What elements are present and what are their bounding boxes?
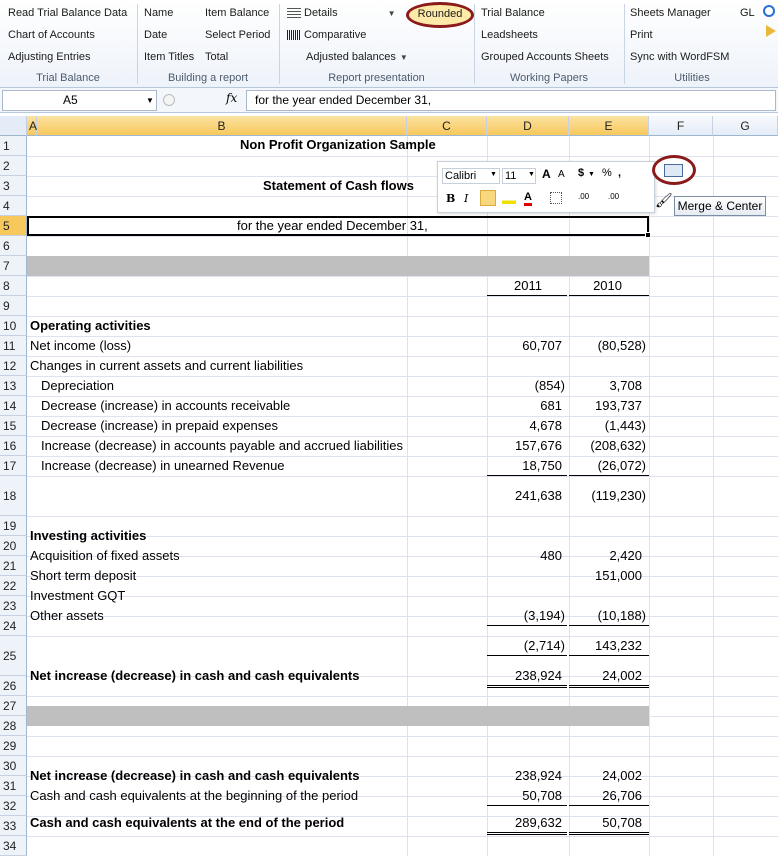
- gridline: [713, 136, 714, 856]
- fill-handle[interactable]: [645, 232, 651, 238]
- currency-button[interactable]: $: [578, 167, 585, 179]
- row-header[interactable]: 28: [0, 716, 27, 736]
- select-period-button[interactable]: Select Period: [205, 29, 271, 41]
- bold-button[interactable]: B: [446, 192, 456, 205]
- net-increase-summary-label[interactable]: Net increase (decrease) in cash and cash equivalents: [30, 768, 360, 783]
- gridline: [27, 616, 778, 617]
- other-assets-label[interactable]: Other assets: [30, 608, 104, 623]
- tooltip: Merge & Center: [674, 196, 766, 216]
- underline: [569, 295, 649, 296]
- underline: [569, 685, 649, 686]
- increase-decimal-button[interactable]: .00: [578, 192, 590, 201]
- double-underline: [569, 687, 649, 688]
- chart-of-accounts-button[interactable]: Chart of Accounts: [8, 29, 95, 41]
- total-button[interactable]: Total: [205, 51, 229, 63]
- gridline: [27, 696, 778, 697]
- grey-band-row-28: [27, 706, 649, 726]
- underline: [569, 475, 649, 476]
- help-icon[interactable]: [763, 5, 775, 17]
- row-header[interactable]: 10: [0, 316, 27, 336]
- sheet-subtitle[interactable]: Statement of Cash flows: [263, 178, 414, 193]
- details-icon: [287, 8, 301, 18]
- payable-2010[interactable]: (208,632): [590, 438, 646, 453]
- gridline: [27, 456, 778, 457]
- row-header[interactable]: 2: [0, 156, 27, 176]
- adjusting-entries-button[interactable]: Adjusting Entries: [8, 51, 91, 63]
- cancel-icon[interactable]: [163, 94, 175, 106]
- receivable-2011[interactable]: 681: [540, 398, 562, 413]
- prepaid-2011[interactable]: 4,678: [529, 418, 562, 433]
- payable-2011[interactable]: 157,676: [515, 438, 562, 453]
- print-button[interactable]: Print: [630, 29, 653, 41]
- group-label-building-report: Building a report: [167, 72, 249, 84]
- row-header[interactable]: 18: [0, 476, 27, 516]
- fill-color-icon[interactable]: [502, 192, 516, 204]
- sheet-title[interactable]: Non Profit Organization Sample: [240, 137, 436, 152]
- gridline: [27, 736, 778, 737]
- formula-input[interactable]: for the year ended December 31,: [246, 90, 776, 111]
- beginning-cash-label[interactable]: Cash and cash equivalents at the beginning of the period: [30, 788, 359, 803]
- name-box[interactable]: A5: [2, 90, 157, 111]
- row-header[interactable]: 1: [0, 136, 27, 156]
- gridline: [27, 836, 778, 837]
- row-header[interactable]: 23: [0, 596, 27, 616]
- year-2011-header[interactable]: 2011: [514, 278, 542, 293]
- depreciation-2010[interactable]: 3,708: [609, 378, 642, 393]
- row-header[interactable]: 24: [0, 616, 27, 636]
- row-header[interactable]: 34: [0, 836, 27, 856]
- double-underline: [569, 832, 649, 833]
- net-increase-2011[interactable]: 238,924: [515, 668, 562, 683]
- net-income-2011[interactable]: 60,707: [522, 338, 562, 353]
- decrease-decimal-button[interactable]: .00: [608, 192, 620, 201]
- group-label-utilities: Utilities: [674, 72, 710, 84]
- group-label-trial-balance: Trial Balance: [36, 72, 100, 84]
- column-header-b[interactable]: B: [37, 116, 407, 136]
- row-header[interactable]: 14: [0, 396, 27, 416]
- item-balance-button[interactable]: Item Balance: [205, 7, 270, 19]
- trial-balance-wp-button[interactable]: Trial Balance: [481, 7, 545, 19]
- gridline: [27, 236, 778, 237]
- merge-center-button[interactable]: [652, 155, 696, 185]
- borders-icon[interactable]: [550, 192, 562, 204]
- unearned-label[interactable]: Increase (decrease) in unearned Revenue: [41, 458, 285, 473]
- column-header-d[interactable]: D: [487, 116, 569, 136]
- comparative-button[interactable]: [287, 29, 366, 41]
- underline: [569, 625, 649, 626]
- row-header[interactable]: 26: [0, 676, 27, 696]
- prepaid-2010[interactable]: (1,443): [604, 418, 646, 433]
- active-cell-a5[interactable]: [27, 216, 649, 236]
- chevron-down-icon[interactable]: ▼: [490, 171, 497, 178]
- net-increase-summary-2011[interactable]: 238,924: [515, 768, 562, 783]
- gridline: [27, 596, 778, 597]
- name-button[interactable]: Name: [144, 7, 174, 19]
- row-header[interactable]: 9: [0, 296, 27, 316]
- italic-button[interactable]: I: [464, 192, 469, 205]
- column-header-f[interactable]: F: [649, 116, 713, 136]
- underline: [487, 805, 567, 806]
- row-header[interactable]: 7: [0, 256, 27, 276]
- beginning-cash-2011[interactable]: 50,708: [522, 788, 562, 803]
- column-header-a[interactable]: A: [27, 116, 37, 136]
- flag-icon[interactable]: [766, 25, 776, 37]
- row-header[interactable]: 27: [0, 696, 27, 716]
- grouped-accounts-sheets-button[interactable]: Grouped Accounts Sheets: [481, 51, 609, 63]
- font-color-button[interactable]: A: [524, 191, 532, 206]
- details-label: Details: [304, 7, 338, 19]
- row-header[interactable]: 20: [0, 536, 27, 556]
- period-cell[interactable]: for the year ended December 31,: [237, 218, 428, 233]
- year-2010-header[interactable]: 2010: [593, 278, 622, 293]
- row-header[interactable]: 13: [0, 376, 27, 396]
- font-size-select[interactable]: 11: [502, 168, 536, 184]
- gridline: [27, 296, 778, 297]
- net-increase-label[interactable]: Net increase (decrease) in cash and cash equivalents: [30, 668, 360, 683]
- underline: [569, 655, 649, 656]
- underline: [487, 295, 567, 296]
- formula-bar: [0, 88, 778, 113]
- fixed-assets-2011[interactable]: 480: [540, 548, 562, 563]
- row-header[interactable]: 6: [0, 236, 27, 256]
- underline: [487, 685, 567, 686]
- other-assets-2010[interactable]: (10,188): [597, 608, 646, 623]
- gridline: [27, 336, 778, 337]
- gridline: [407, 136, 408, 856]
- insert-function-icon[interactable]: fx: [226, 91, 238, 105]
- row-header[interactable]: 4: [0, 196, 27, 216]
- select-all-corner[interactable]: [0, 116, 27, 136]
- row-header[interactable]: 31: [0, 776, 27, 796]
- row-header[interactable]: 8: [0, 276, 27, 296]
- short-term-2010[interactable]: 151,000: [595, 568, 642, 583]
- investing-total-2010[interactable]: 143,232: [595, 638, 642, 653]
- unearned-2011[interactable]: 18,750: [522, 458, 562, 473]
- row-header[interactable]: 11: [0, 336, 27, 356]
- grey-band-row-7: [27, 256, 649, 276]
- underline: [569, 805, 649, 806]
- row-header[interactable]: 19: [0, 516, 27, 536]
- depreciation-label[interactable]: Depreciation: [41, 378, 114, 393]
- mini-toolbar: [437, 161, 655, 213]
- chevron-down-icon[interactable]: ▼: [146, 96, 154, 105]
- gridline: [27, 376, 778, 377]
- beginning-cash-2010[interactable]: 26,706: [602, 788, 642, 803]
- investing-total-2011[interactable]: (2,714): [523, 638, 565, 653]
- gridline: [27, 356, 778, 357]
- net-income-label[interactable]: Net income (loss): [30, 338, 132, 353]
- ribbon-toolbar: [0, 0, 778, 88]
- comparative-icon: [287, 30, 301, 40]
- chevron-down-icon[interactable]: ▼: [387, 9, 396, 18]
- fixed-assets-2010[interactable]: 2,420: [609, 548, 642, 563]
- comma-button[interactable]: ,: [618, 167, 622, 179]
- receivable-label[interactable]: Decrease (increase) in accounts receivable: [41, 398, 291, 413]
- gridline: [27, 476, 778, 477]
- row-header[interactable]: 29: [0, 736, 27, 756]
- gridline: [27, 636, 778, 637]
- row-header[interactable]: 16: [0, 436, 27, 456]
- operating-total-2011[interactable]: 241,638: [515, 488, 562, 503]
- adjusted-balances-label: Adjusted balances: [306, 51, 396, 63]
- gridline: [27, 576, 778, 577]
- gridline: [27, 396, 778, 397]
- group-label-report-presentation: Report presentation: [328, 72, 425, 84]
- merge-center-icon: [664, 164, 683, 177]
- gridline: [27, 756, 778, 757]
- center-align-button[interactable]: [480, 190, 496, 206]
- sheets-manager-button[interactable]: Sheets Manager: [630, 7, 711, 19]
- investing-heading[interactable]: Investing activities: [30, 528, 147, 543]
- underline: [487, 625, 567, 626]
- comparative-label: Comparative: [304, 29, 367, 41]
- chevron-down-icon[interactable]: ▼: [528, 171, 535, 178]
- font-name-select[interactable]: Calibri: [442, 168, 500, 184]
- row-header[interactable]: 22: [0, 576, 27, 596]
- shrink-font-button[interactable]: A: [558, 169, 565, 180]
- row-header[interactable]: 17: [0, 456, 27, 476]
- details-button[interactable]: [287, 7, 396, 19]
- chevron-down-icon[interactable]: ▼: [588, 171, 595, 178]
- receivable-2010[interactable]: 193,737: [595, 398, 642, 413]
- row-header[interactable]: 25: [0, 636, 27, 676]
- end-cash-2010[interactable]: 50,708: [602, 815, 642, 830]
- format-painter-icon[interactable]: 🖌: [655, 192, 673, 208]
- gridline: [649, 136, 650, 856]
- row-header[interactable]: 3: [0, 176, 27, 196]
- row-header[interactable]: 12: [0, 356, 27, 376]
- date-button[interactable]: Date: [144, 29, 168, 41]
- gridline: [27, 436, 778, 437]
- rounded-button[interactable]: Rounded: [406, 2, 474, 28]
- double-underline: [569, 834, 649, 835]
- net-increase-summary-2010[interactable]: 24,002: [602, 768, 642, 783]
- group-label-working-papers: Working Papers: [509, 72, 589, 84]
- unearned-2010[interactable]: (26,072): [597, 458, 646, 473]
- payable-label[interactable]: Increase (decrease) in accounts payable and accrued liabilities: [41, 438, 404, 453]
- row-header[interactable]: 15: [0, 416, 27, 436]
- net-income-2010[interactable]: (80,528): [597, 338, 646, 353]
- gridline: [27, 516, 778, 517]
- gridline: [27, 276, 778, 277]
- column-header-c[interactable]: C: [407, 116, 487, 136]
- chevron-down-icon: ▼: [399, 53, 408, 62]
- gridline: [27, 316, 778, 317]
- row-header[interactable]: 30: [0, 756, 27, 776]
- double-underline: [487, 834, 567, 835]
- underline: [487, 655, 567, 656]
- operating-total-2010[interactable]: (119,230): [591, 488, 646, 503]
- column-header-e[interactable]: E: [569, 116, 649, 136]
- read-trial-balance-button[interactable]: Read Trial Balance Data: [8, 7, 128, 19]
- fixed-assets-label[interactable]: Acquisition of fixed assets: [30, 548, 180, 563]
- gl-button[interactable]: GL: [740, 7, 755, 19]
- underline: [487, 475, 567, 476]
- leadsheets-button[interactable]: Leadsheets: [481, 29, 538, 41]
- percent-button[interactable]: %: [602, 167, 612, 179]
- row-header[interactable]: 21: [0, 556, 27, 576]
- row-header[interactable]: 5: [0, 216, 27, 236]
- operating-heading[interactable]: Operating activities: [30, 318, 151, 333]
- short-term-label[interactable]: Short term deposit: [30, 568, 137, 583]
- double-underline: [487, 687, 567, 688]
- sync-wordfsm-button[interactable]: Sync with WordFSM: [630, 51, 730, 63]
- column-header-g[interactable]: G: [713, 116, 778, 136]
- investment-label[interactable]: Investment GQT: [30, 588, 126, 603]
- other-assets-2011[interactable]: (3,194): [523, 608, 565, 623]
- row-header[interactable]: 33: [0, 816, 27, 836]
- end-cash-2011[interactable]: 289,632: [515, 815, 562, 830]
- double-underline: [487, 832, 567, 833]
- adjusted-balances-dropdown[interactable]: [306, 51, 408, 63]
- gridline: [27, 416, 778, 417]
- item-titles-button[interactable]: Item Titles: [144, 51, 195, 63]
- changes-label[interactable]: Changes in current assets and current liabilities: [30, 358, 304, 373]
- grow-font-button[interactable]: A: [542, 167, 551, 181]
- net-increase-2010[interactable]: 24,002: [602, 668, 642, 683]
- depreciation-2011[interactable]: (854): [534, 378, 565, 393]
- row-header[interactable]: 32: [0, 796, 27, 816]
- prepaid-label[interactable]: Decrease (increase) in prepaid expenses: [41, 418, 279, 433]
- end-cash-label[interactable]: Cash and cash equivalents at the end of the period: [30, 815, 345, 830]
